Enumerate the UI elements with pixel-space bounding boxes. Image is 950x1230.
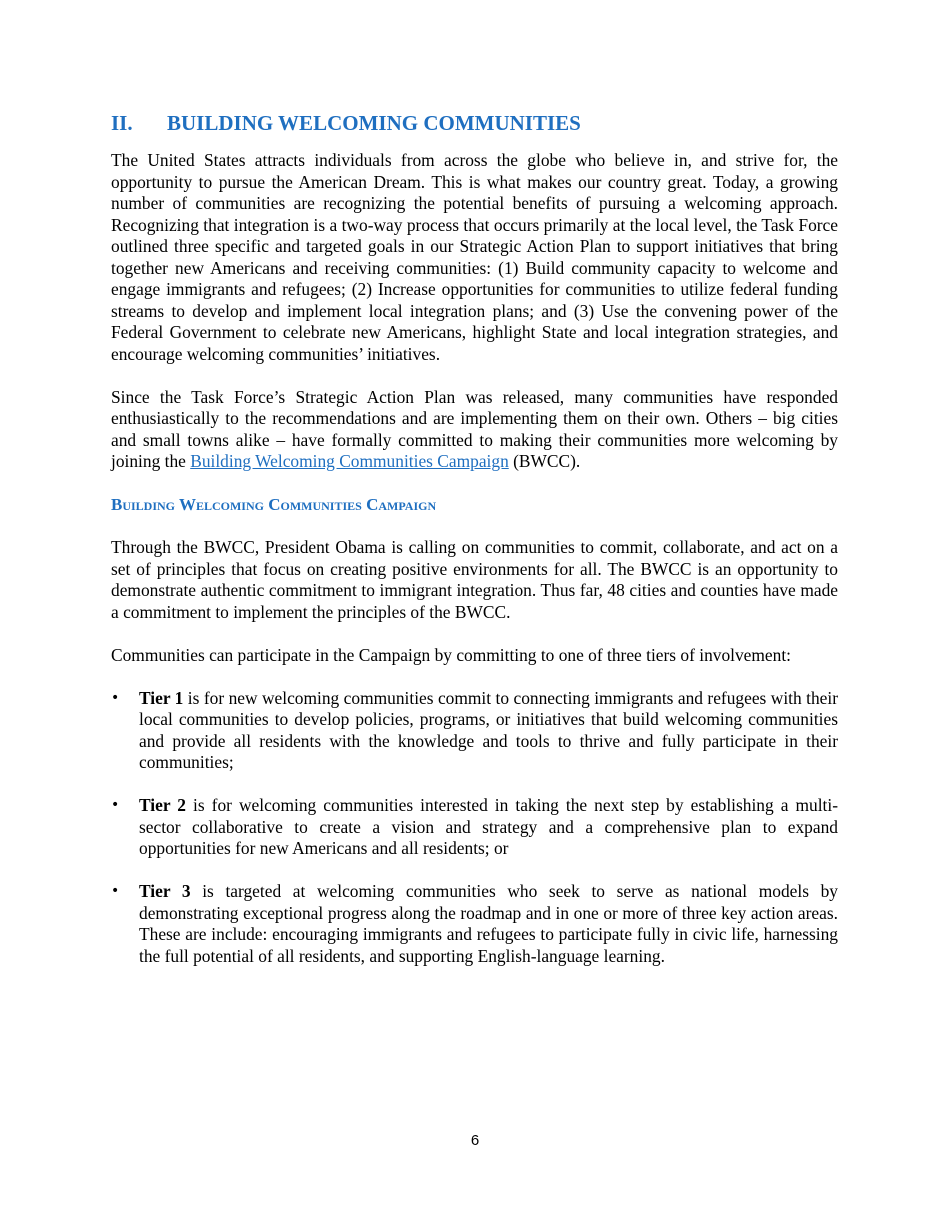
tier-label: Tier 1 bbox=[139, 687, 184, 708]
section-heading bbox=[111, 109, 838, 137]
tiers-intro-paragraph: Communities can participate in the Campaign by committing to one of three tiers of involvement: bbox=[111, 644, 792, 665]
page-number: 6 bbox=[470, 1132, 480, 1149]
document-page bbox=[111, 109, 838, 989]
section-number: II. bbox=[111, 111, 133, 135]
bwcc-paragraph: Through the BWCC, President Obama is calling on communities to commit, collaborate, and act on a set of principles that focus on creating positive environments for all. The BWCC is an opportunity to demonstrate authentic commitment to immigrant integration. Thus far, 48 cities and counties have made a commitment to implement the principles of the BWCC. bbox=[111, 537, 838, 622]
list-item bbox=[111, 795, 838, 860]
tier-description: is targeted at welcoming communities who seek to serve as national models by demonstrating exceptional progress along the roadmap and in one or more of three key action areas. These are include: encouraging immigrants and refugees to participate fully in civic life, harnessing the full potential of all residents, and supporting English-language learning. bbox=[139, 881, 838, 966]
section-title: BUILDING WELCOMING COMMUNITIES bbox=[167, 111, 581, 135]
second-paragraph-text-before: Since the Task Force’s Strategic Action Plan was released, many communities have responded enthusiastically to the recommendations and are implementing them on their own. Others – big cities and small towns alike – have formally committed to making their communities more welcoming by joining the bbox=[111, 386, 838, 471]
tier-description: is for welcoming communities interested in taking the next step by establishing a multi-sector collaborative to create a vision and strategy and a comprehensive plan to expand opportunities for new Americans and all residents; or bbox=[139, 795, 838, 858]
tier-description: is for new welcoming communities commit to connecting immigrants and refugees with their local communities to develop policies, programs, or initiatives that build welcoming communities and provide all residents with the knowledge and tools to thrive and fully participate in their communities; bbox=[139, 687, 838, 772]
list-item bbox=[111, 688, 838, 774]
tier-label: Tier 3 bbox=[139, 881, 191, 901]
second-paragraph bbox=[111, 387, 838, 473]
tiers-list bbox=[111, 688, 838, 968]
second-paragraph-text-after: (BWCC). bbox=[508, 451, 581, 471]
subsection-heading: Building Welcoming Communities Campaign bbox=[111, 495, 437, 514]
tier-label: Tier 2 bbox=[139, 795, 186, 815]
bullet-icon: • bbox=[111, 689, 120, 706]
bullet-icon: • bbox=[111, 797, 120, 813]
list-item bbox=[111, 881, 838, 967]
intro-paragraph: The United States attracts individuals from across the globe who believe in, and strive for, the opportunity to pursue the American Dream. This is what makes our country great. Today, a growing number of communities are recognizing the potential benefits of pursuing a welcoming approach. Recognizing that integration is a two-way process that occurs primarily at the local level, the Task Force outlined three specific and targeted goals in our Strategic Action Plan to support initiatives that bring together new Americans and receiving communities: (1) Build community capacity to welcome and engage immigrants and refugees; (2) Increase opportunities for communities to utilize federal funding streams to develop and implement local integration plans; and (3) Use the convening power of the Federal Government to celebrate new Americans, highlight State and local integration strategies, and encourage welcoming communities’ initiatives. bbox=[111, 150, 838, 364]
bwcc-link[interactable]: Building Welcoming Communities Campaign bbox=[190, 451, 509, 471]
bullet-icon: • bbox=[111, 883, 120, 899]
